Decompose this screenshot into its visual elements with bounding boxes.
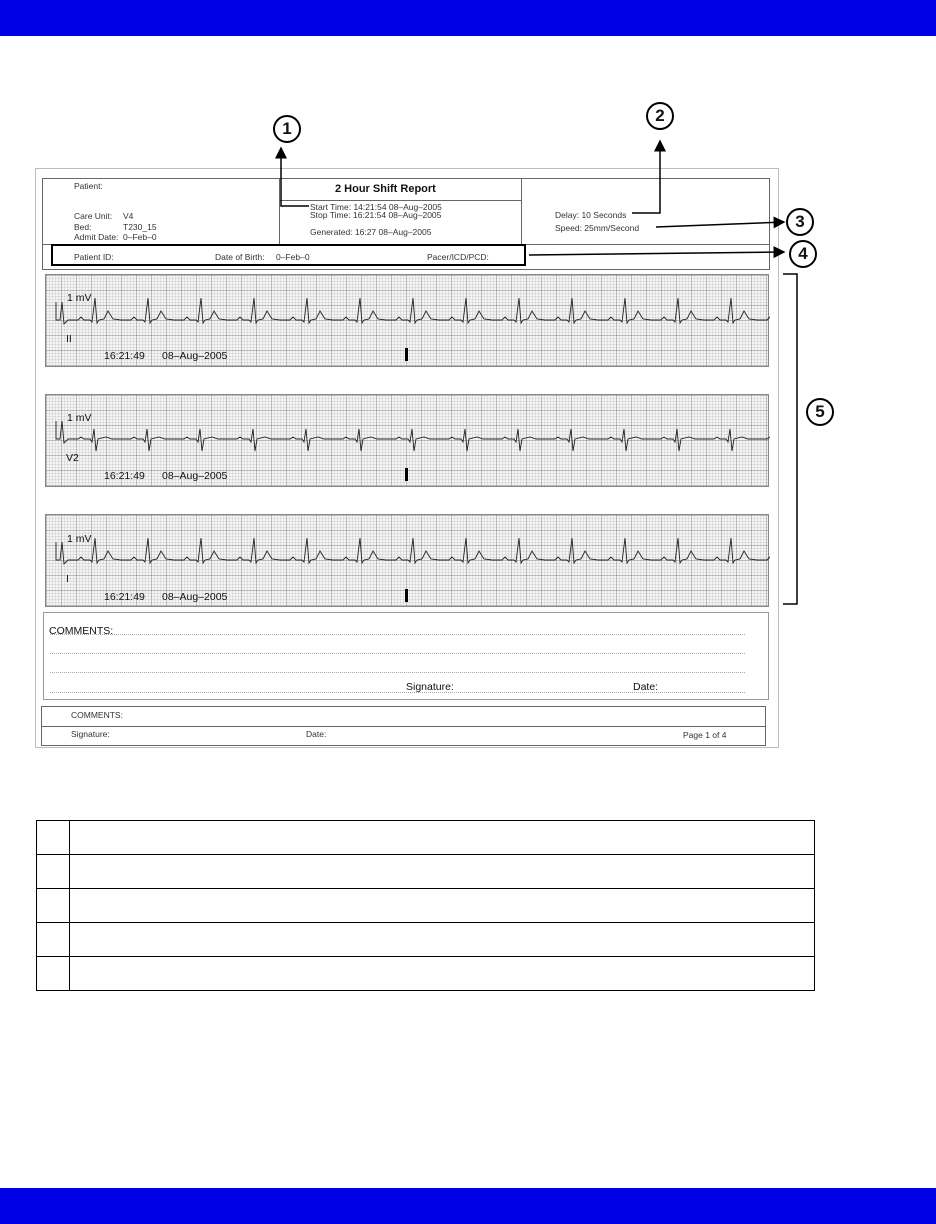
- pacer-label: Pacer/ICD/PCD:: [427, 252, 489, 262]
- callout-4: 4: [789, 240, 817, 268]
- strip-lead-name: II: [66, 333, 72, 345]
- legend-description: [70, 821, 815, 855]
- generated-time: Generated: 16:27 08–Aug–2005: [310, 227, 432, 237]
- admit-date-value: 0–Feb–0: [123, 232, 157, 242]
- callout-1: 1: [273, 115, 301, 143]
- dob-value: 0–Feb–0: [276, 252, 310, 262]
- legend-row: [37, 957, 815, 991]
- strip-date: 08–Aug–2005: [162, 350, 228, 362]
- legend-number-cell: [37, 889, 70, 923]
- start-time: Start Time: 14:21:54 08–Aug–2005: [310, 202, 442, 212]
- legend-row: [37, 889, 815, 923]
- care-unit-value: V4: [123, 211, 134, 221]
- callout-3: 3: [786, 208, 814, 236]
- bed-value: T230_15: [123, 222, 157, 232]
- date-label: Date:: [633, 681, 659, 693]
- page-number: Page 1 of 4: [683, 730, 727, 740]
- delay-value: Delay: 10 Seconds: [555, 210, 627, 220]
- legend-number-cell: [37, 855, 70, 889]
- legend-row: [37, 923, 815, 957]
- patient-id-label: Patient ID:: [74, 252, 114, 262]
- care-unit-label: Care Unit:: [74, 211, 113, 221]
- legend-number-cell: [37, 923, 70, 957]
- strip-scale: 1 mV: [67, 292, 92, 304]
- signature-label: Signature:: [406, 681, 454, 693]
- strip-lead-name: I: [66, 573, 69, 585]
- strip-date: 08–Aug–2005: [162, 470, 228, 482]
- strip-time: 16:21:49: [104, 350, 145, 362]
- legend-row: [37, 855, 815, 889]
- footer-comments-label: COMMENTS:: [71, 710, 123, 720]
- dob-label: Date of Birth:: [215, 252, 265, 262]
- legend-description: [70, 923, 815, 957]
- patient-label: Patient:: [74, 181, 103, 191]
- strip-scale: 1 mV: [67, 412, 92, 424]
- strip-time: 16:21:49: [104, 470, 145, 482]
- report-title: 2 Hour Shift Report: [335, 183, 436, 195]
- callout-legend-table: [36, 820, 815, 991]
- strip-lead-name: V2: [66, 452, 79, 464]
- legend-number-cell: [37, 957, 70, 991]
- strip-time: 16:21:49: [104, 591, 145, 603]
- strip-date: 08–Aug–2005: [162, 591, 228, 603]
- footer-signature-label: Signature:: [71, 729, 110, 739]
- legend-number-cell: [37, 821, 70, 855]
- callout-5: 5: [806, 398, 834, 426]
- stop-time: Stop Time: 16:21:54 08–Aug–2005: [310, 210, 442, 220]
- speed-value: Speed: 25mm/Second: [555, 223, 640, 233]
- bed-label: Bed:: [74, 222, 92, 232]
- strip-scale: 1 mV: [67, 533, 92, 545]
- admit-date-label: Admit Date:: [74, 232, 119, 242]
- legend-description: [70, 855, 815, 889]
- footer-date-label: Date:: [306, 729, 327, 739]
- comments-label: COMMENTS:: [49, 625, 114, 637]
- legend-row: [37, 821, 815, 855]
- callout-2: 2: [646, 102, 674, 130]
- legend-description: [70, 889, 815, 923]
- legend-description: [70, 957, 815, 991]
